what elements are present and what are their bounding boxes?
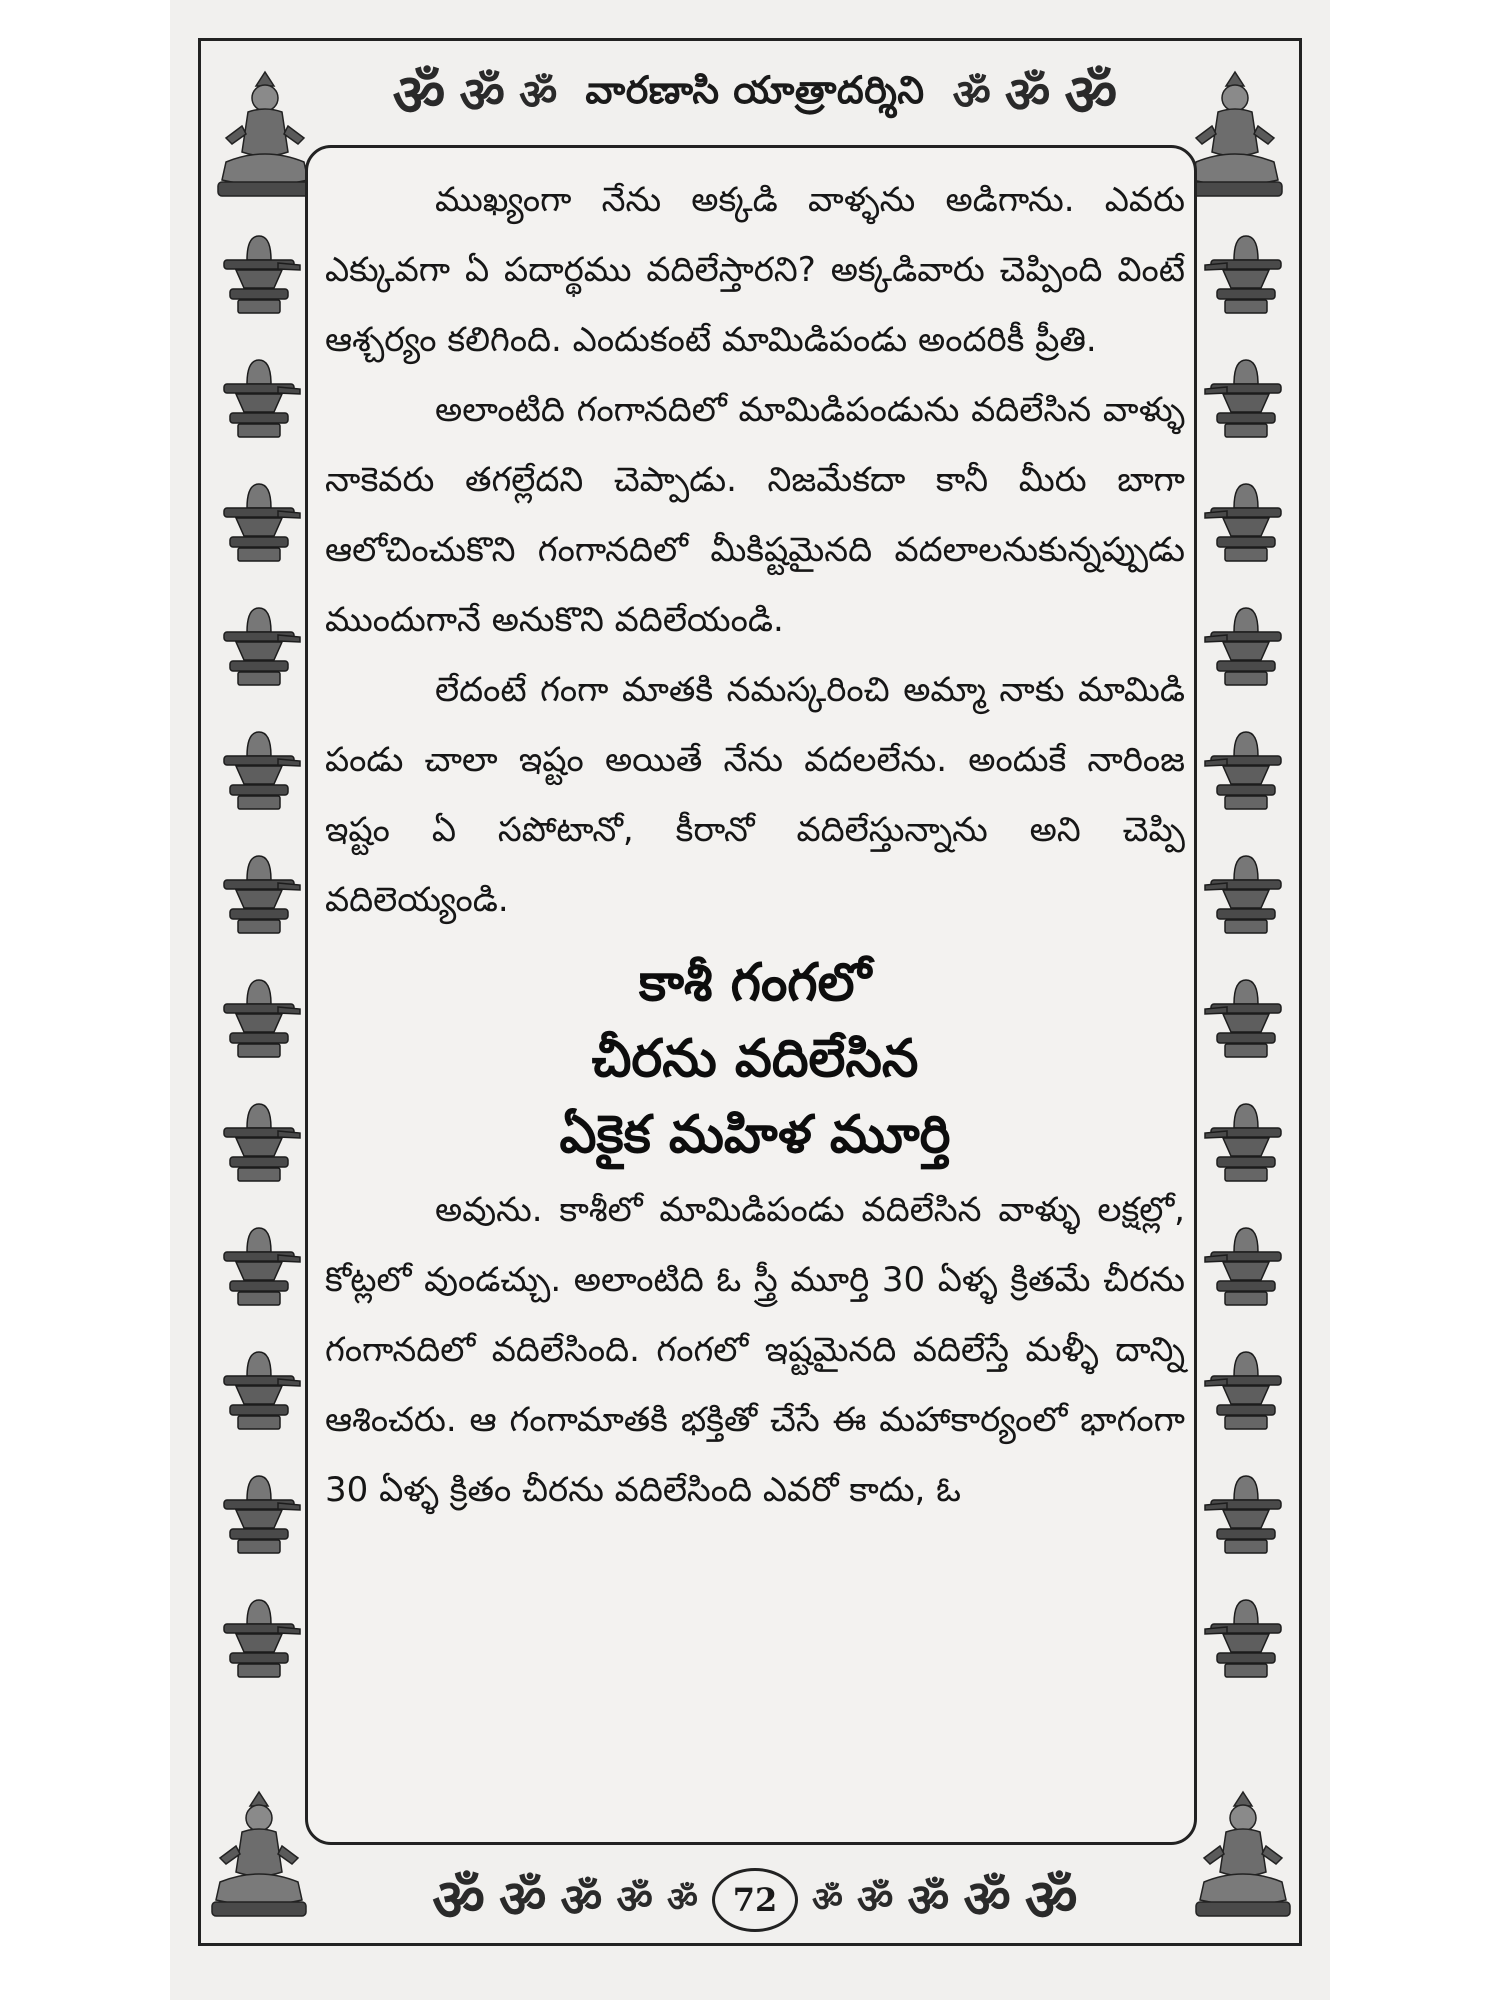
om-icon: ॐ — [1024, 1866, 1078, 1934]
shiva-linga-icon — [1203, 1098, 1289, 1184]
shiva-linga-icon — [1203, 478, 1289, 564]
shiva-linga-icon — [1203, 1346, 1289, 1432]
shiva-linga-icon — [216, 230, 302, 316]
goddess-figure-icon — [212, 66, 318, 200]
section-heading-line: కాశీ గంగలో — [638, 953, 872, 1013]
paragraph: అలాంటిది గంగానదిలో మామిడిపండును వదిలేసిన వాళ్ళు నాకెవరు తగల్లేదని చెప్పాడు. నిజమేకదా కానీ మీరు బాగా ఆలోచించుకొని గంగానదిలో మీకిష్టమైనది వదలాలనుకున్నప్పుడు ముందుగానే అనుకొని వదిలేయండి. — [325, 390, 1185, 640]
shiva-linga-icon — [1203, 1470, 1289, 1556]
goddess-figure-icon — [1190, 1786, 1296, 1920]
shiva-linga-icon — [1203, 974, 1289, 1060]
running-title: వారణాసి యాత్రాదర్శిని — [585, 68, 925, 112]
shiva-linga-icon — [1203, 726, 1289, 812]
shiva-linga-icon — [216, 1594, 302, 1680]
om-icon: ॐ — [857, 1876, 894, 1923]
om-icon: ॐ — [666, 1880, 698, 1920]
shiva-linga-icon — [1203, 1594, 1289, 1680]
shiva-linga-icon — [216, 1470, 302, 1556]
shiva-linga-icon — [216, 974, 302, 1060]
om-icon: ॐ — [616, 1876, 653, 1923]
om-icon: ॐ — [1004, 65, 1051, 124]
page-header — [320, 55, 1190, 135]
body-text — [325, 165, 1185, 1525]
om-icon: ॐ — [459, 65, 506, 124]
om-icon: ॐ — [907, 1873, 950, 1927]
paragraph: ముఖ్యంగా నేను అక్కడి వాళ్ళను అడిగాను. ఎవరు ఎక్కువగా ఏ పదార్థము వదిలేస్తారని? అక్కడివారు చెప్పింది వింటే ఆశ్చర్యం కలిగింది. ఎందుకంటే మామిడిపండు అందరికీ ప్రీతి. — [325, 180, 1185, 360]
shiva-linga-icon — [216, 478, 302, 564]
shiva-linga-icon — [216, 1098, 302, 1184]
paragraph: లేదంటే గంగా మాతకి నమస్కరించి అమ్మా నాకు మామిడి పండు చాలా ఇష్టం అయితే నేను వదలలేను. అందుకే నారింజ ఇష్టం ఏ సపోటానో, కీరానో వదిలేస్తున్నాను అని చెప్పి వదిలెయ్యండి. — [325, 670, 1185, 920]
page-number: 72 — [712, 1868, 798, 1932]
om-icon: ॐ — [1064, 61, 1118, 129]
section-heading-line: చీరను వదిలేసిన — [591, 1029, 919, 1089]
shiva-linga-icon — [216, 726, 302, 812]
om-icon: ॐ — [499, 1869, 547, 1930]
shiva-linga-icon — [1203, 230, 1289, 316]
om-icon: ॐ — [952, 70, 991, 119]
paragraph: అవును. కాశీలో మామిడిపండు వదిలేసిన వాళ్ళు లక్షల్లో, కోట్లలో వుండచ్చు. అలాంటిది ఓ స్త్రీ మూర్తి 30 ఏళ్ళ క్రితమే చీరను గంగానదిలో వదిలేసింది. గంగలో ఇష్టమైనది వదిలేస్తే మళ్ళీ దాన్ని ఆశించరు. ఆ గంగామాతకి భక్తితో చేసే ఈ మహాకార్యంలో భాగంగా 30 ఏళ్ళ క్రితం చీరను వదిలేసింది ఎవరో కాదు, ఓ — [325, 1190, 1185, 1510]
shiva-linga-icon — [216, 602, 302, 688]
shiva-linga-icon — [1203, 1222, 1289, 1308]
shiva-linga-icon — [1203, 602, 1289, 688]
shiva-linga-icon — [1203, 354, 1289, 440]
om-icon: ॐ — [560, 1873, 603, 1927]
om-icon: ॐ — [519, 70, 558, 119]
shiva-linga-icon — [216, 1222, 302, 1308]
shiva-linga-icon — [216, 850, 302, 936]
goddess-figure-icon — [206, 1786, 312, 1920]
om-icon: ॐ — [812, 1880, 844, 1920]
page-footer — [320, 1860, 1190, 1940]
om-icon: ॐ — [963, 1869, 1011, 1930]
shiva-linga-icon — [216, 1346, 302, 1432]
om-icon: ॐ — [392, 61, 446, 129]
shiva-linga-icon — [1203, 850, 1289, 936]
goddess-figure-icon — [1182, 66, 1288, 200]
shiva-linga-icon — [216, 354, 302, 440]
section-heading-line: ఏకైక మహిళ మూర్తి — [559, 1105, 951, 1165]
om-icon: ॐ — [432, 1866, 486, 1934]
